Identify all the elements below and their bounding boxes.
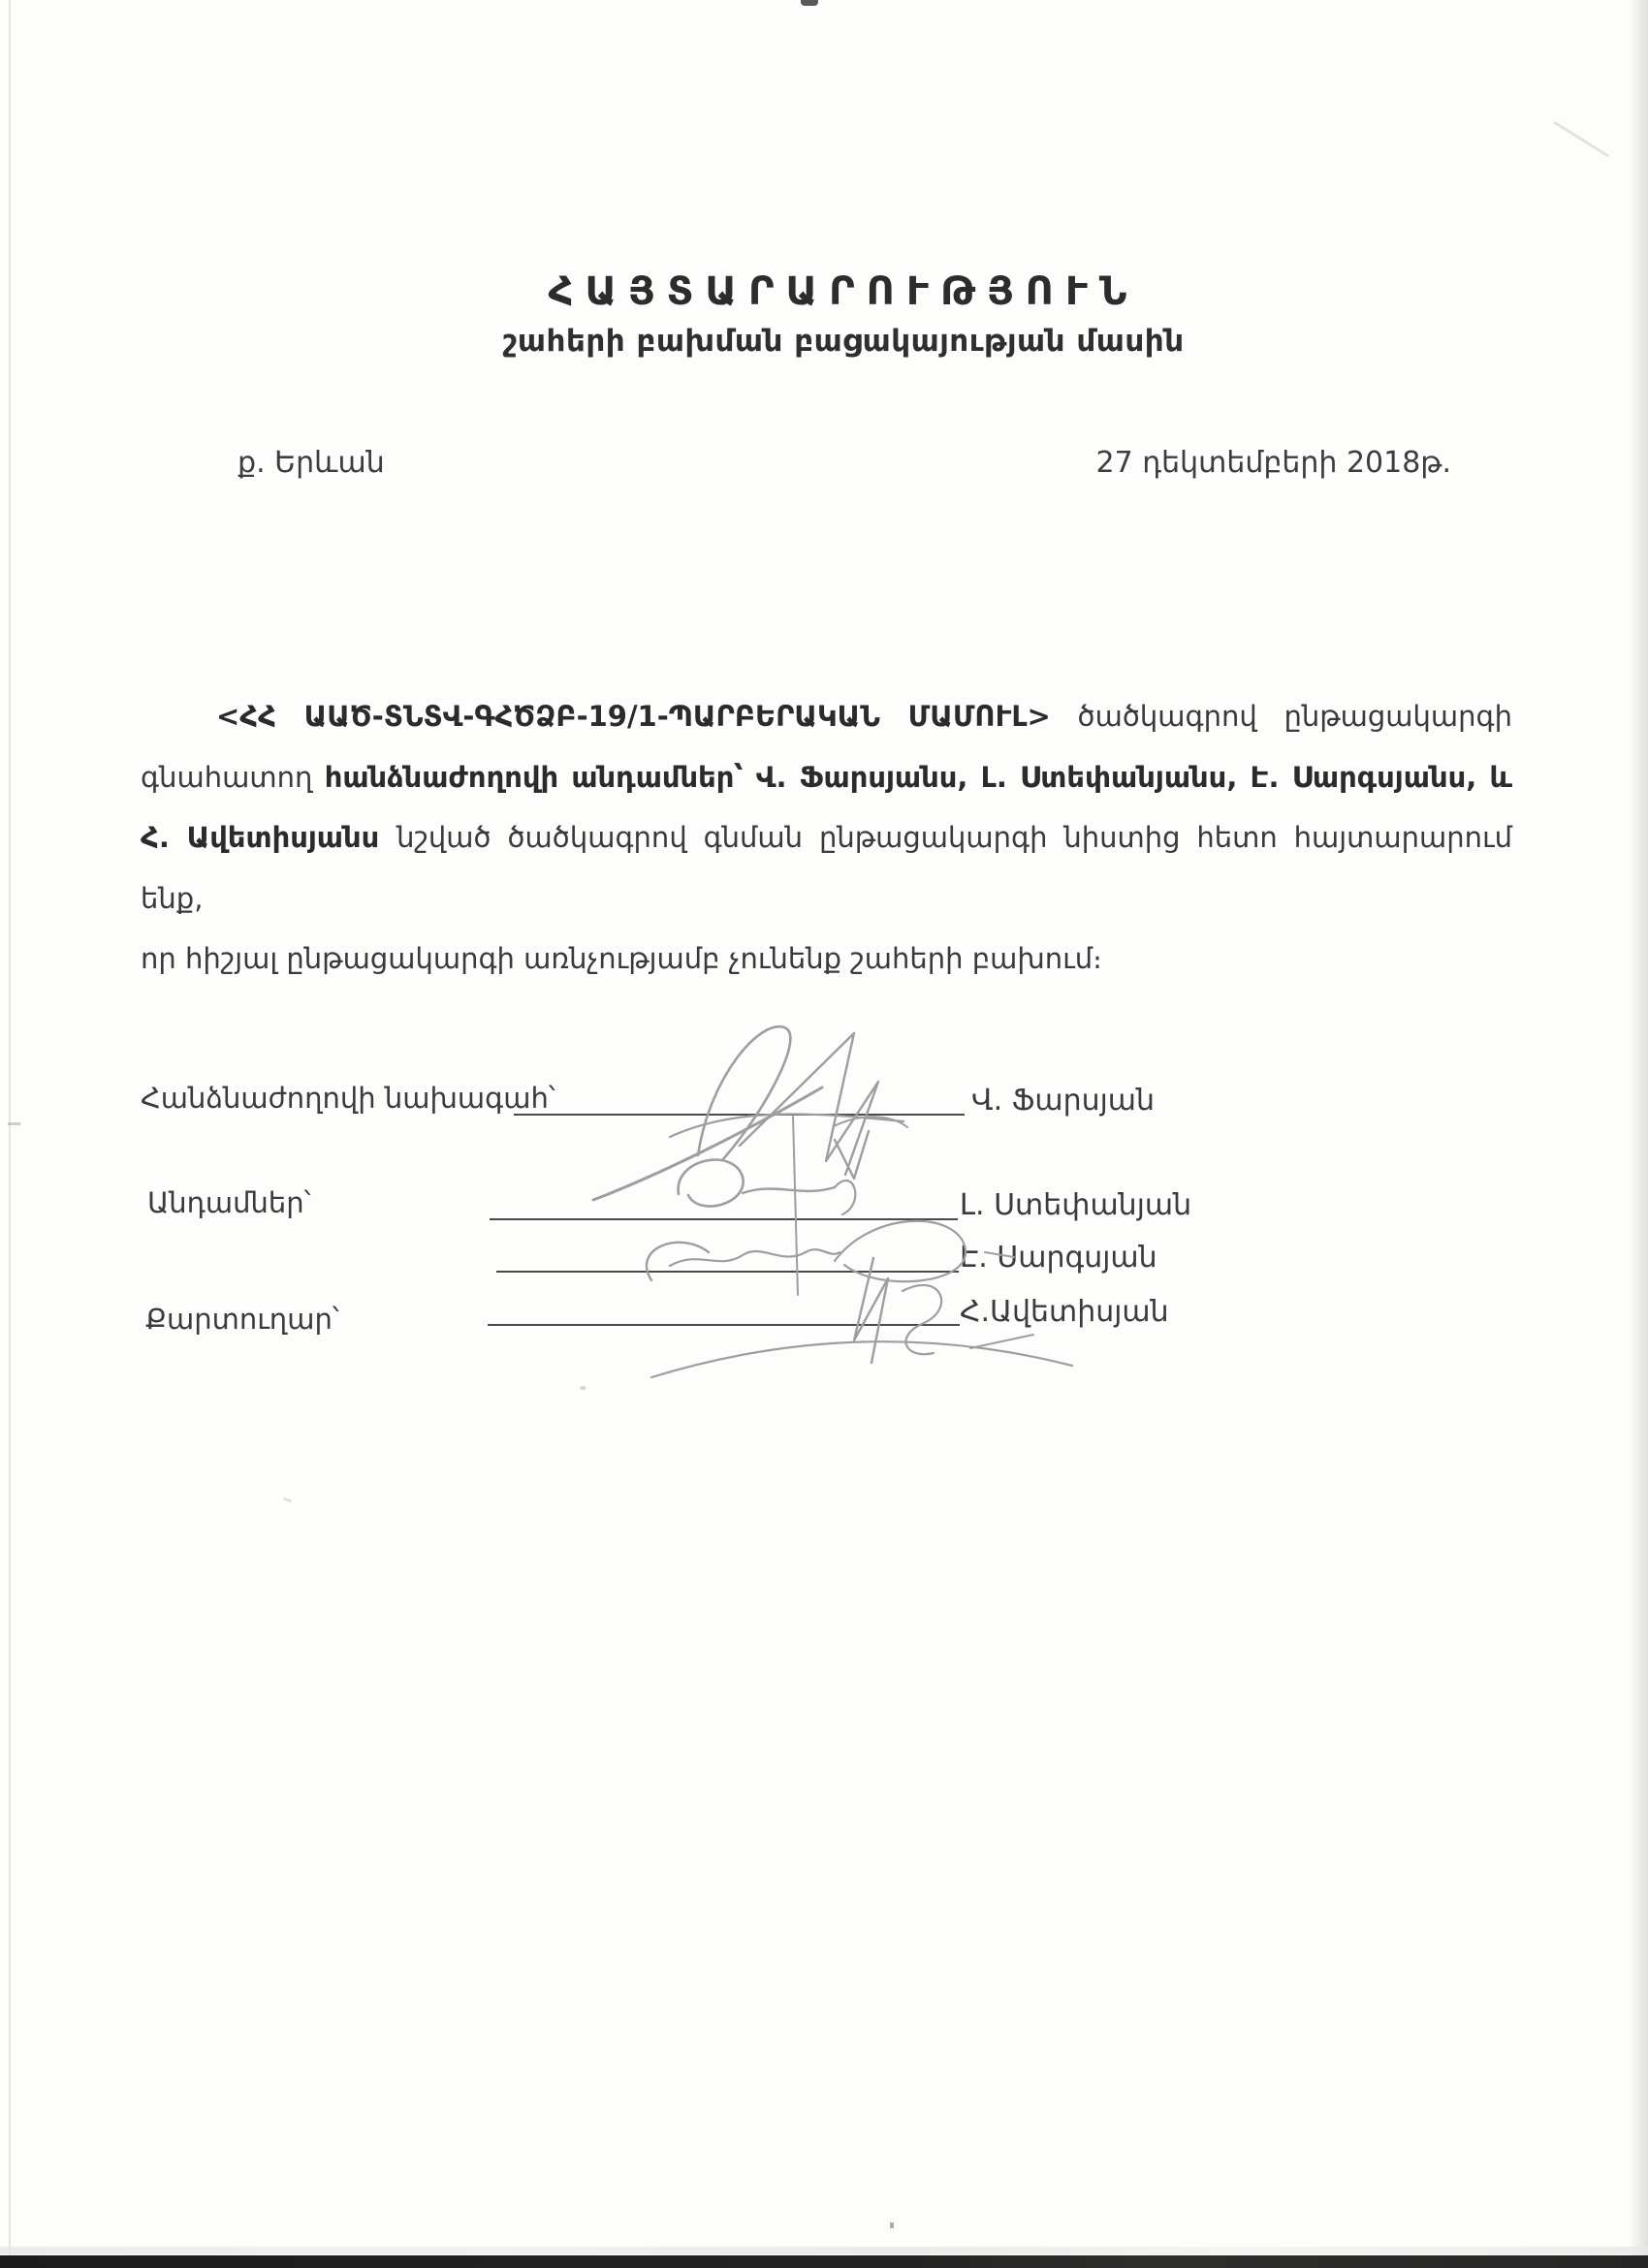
committee-members: հանձնաժողովի անդամներ՝ Վ. Ֆարսյանս, Լ. Ստեփանյանս, Է. Սարգսյանս, և xyxy=(324,760,1513,794)
signature-farsyan-ink xyxy=(593,1026,907,1200)
sig-label-secretary: Քարտուղար՝ xyxy=(145,1303,339,1336)
paragraph-line-3 xyxy=(141,807,1512,929)
paragraph-line-2 xyxy=(141,747,1512,808)
sig-label-chairman: Հանձնաժողովի նախագահ՝ xyxy=(141,1082,555,1115)
body-paragraph xyxy=(141,686,1512,990)
paragraph-text: ծածկագրով ընթացակարգի xyxy=(1050,700,1512,733)
handwritten-signatures xyxy=(543,989,1183,1415)
document-subtitle: շահերի բախման բացակայության մասին xyxy=(502,324,1185,359)
scan-bottom-haze xyxy=(0,2247,1648,2254)
document-heading xyxy=(19,269,1648,359)
signature-sargsyan-ink xyxy=(647,1221,1014,1281)
procedure-code: <ՀՀ ԱԱԾ-ՏՆՏՎ-ԳՀԾՁԲ-19/1-ՊԱՐԲԵՐԱԿԱՆ ՄԱՄՈՒԼ> xyxy=(216,700,1051,733)
scan-dust-speck xyxy=(890,2222,894,2228)
paragraph-text: նշված ծածկագրով գնման ընթացակարգի նիստից հետո հայտարարում ենք, xyxy=(141,821,1512,915)
scan-streak xyxy=(1553,121,1609,158)
sig-label-members: Անդամներ՝ xyxy=(147,1186,311,1219)
date-text: 27 դեկտեմբերի 2018թ. xyxy=(1095,446,1451,480)
paragraph-text: գնահատող xyxy=(141,760,325,794)
scan-dust-speck xyxy=(283,1497,292,1503)
document-title: ՀԱՅՏԱՐԱՐՈՒԹՅՈՒՆ xyxy=(548,269,1139,314)
sig-name-avetisyan: Հ.Ավետիսյան xyxy=(960,1295,1169,1329)
sig-name-sargsyan: Է. Սարգսյան xyxy=(960,1241,1157,1275)
scan-top-speck xyxy=(801,0,818,6)
scan-left-tick xyxy=(8,1122,20,1125)
sig-name-farsyan: Վ. Ֆարսյան xyxy=(971,1084,1156,1118)
signature-avetisyan-ink xyxy=(651,1258,1072,1377)
sig-name-stepanyan: Լ. Ստեփանյան xyxy=(960,1188,1192,1222)
scan-left-edge-line xyxy=(9,0,11,2268)
place-date-row xyxy=(238,446,1451,480)
paragraph-line-4: որ հիշյալ ընթացակարգի առնչությամբ չունենք շահերի բախում։ xyxy=(141,942,1102,975)
paragraph-line-1 xyxy=(141,686,1512,747)
place-text: ք. Երևան xyxy=(238,446,385,480)
committee-member: Հ. Ավետիսյանս xyxy=(141,821,397,854)
scan-bottom-edge-band xyxy=(0,2255,1648,2268)
